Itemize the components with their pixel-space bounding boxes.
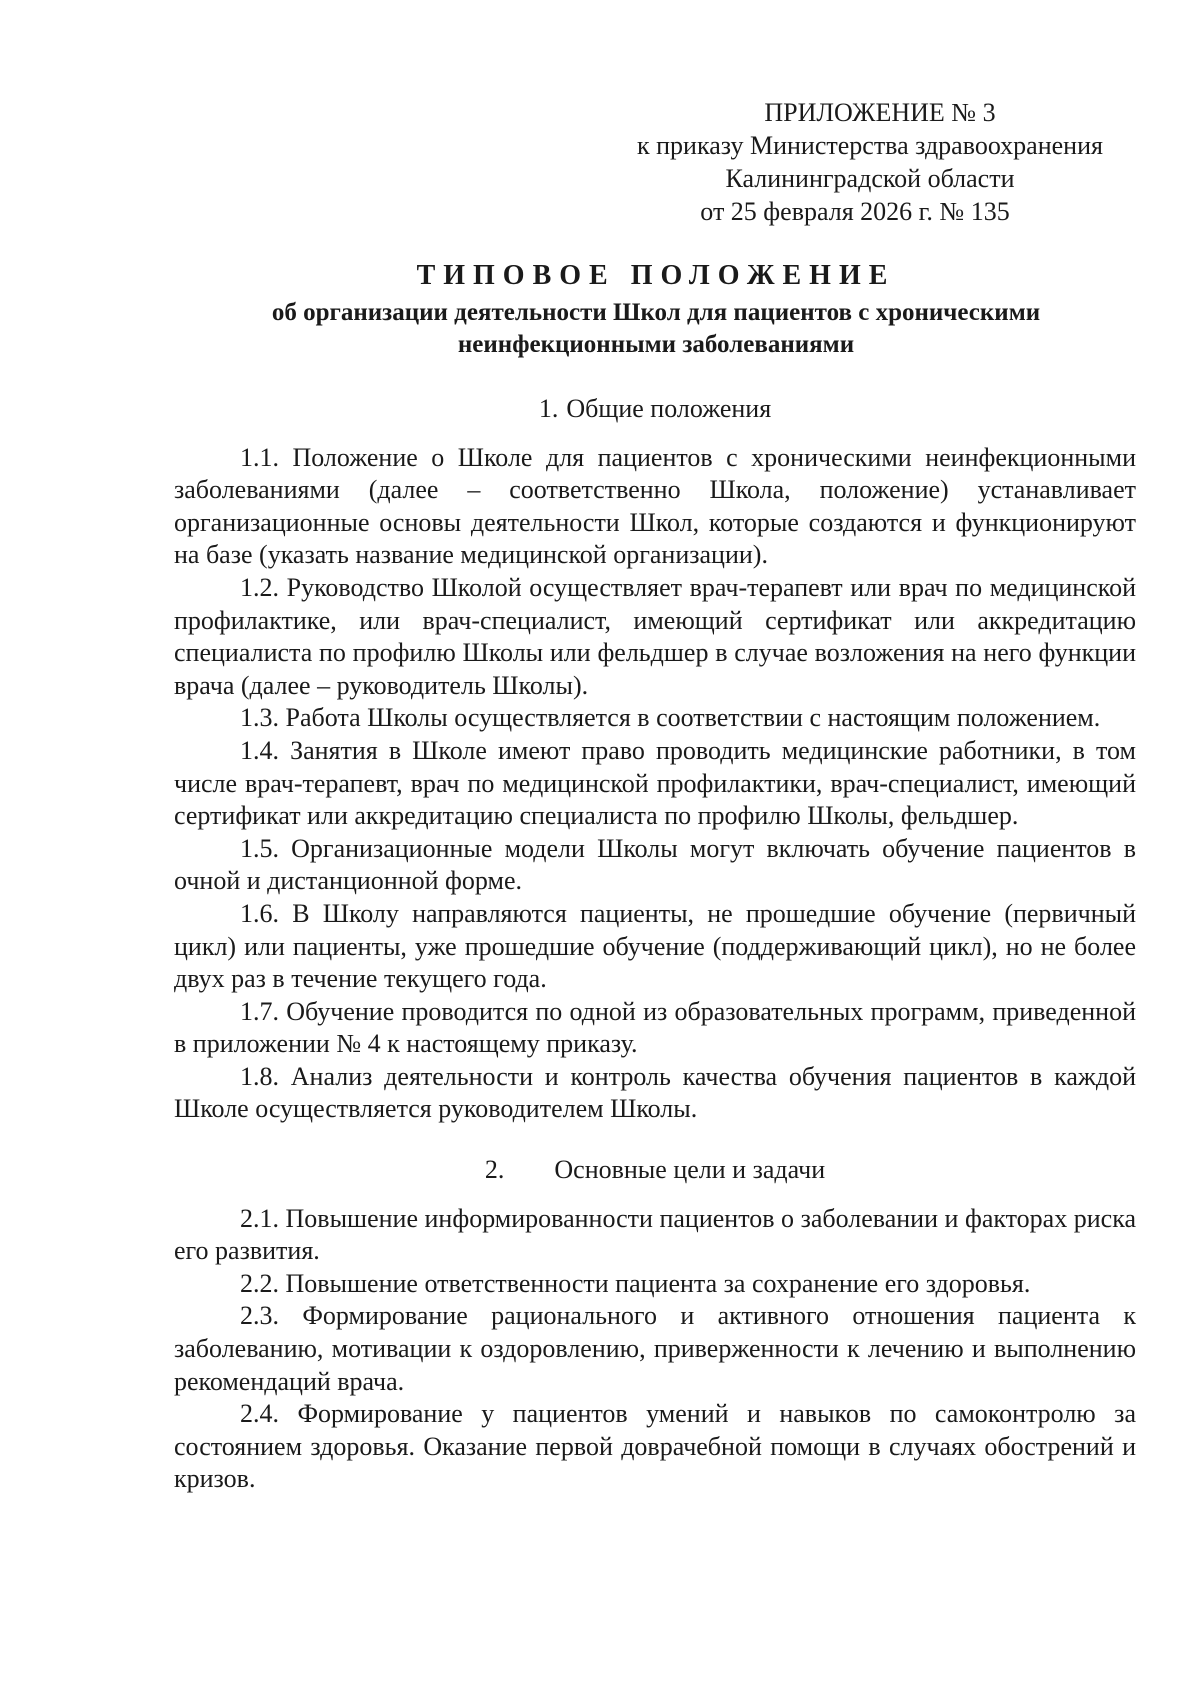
section-title: Общие положения — [566, 394, 772, 423]
paragraph: 1.1. Положение о Школе для пациентов с хроническими неинфекционными заболеваниями (далее – соответственно Школа, положение) устанавливает организационные основы деятельности Школ, которые создаются и функционируют на базе (указать название медицинской организации). — [174, 442, 1136, 570]
paragraph: 1.3. Работа Школы осуществляется в соответствии с настоящим положением. — [240, 703, 1101, 733]
section-heading — [174, 393, 1136, 426]
appendix-header — [600, 96, 1140, 228]
paragraph: 2.1. Повышение информированности пациентов о заболевании и факторах риска его развития. — [174, 1203, 1136, 1266]
document-subtitle — [176, 297, 1136, 361]
paragraph: 1.2. Руководство Школой осуществляет врач-терапевт или врач по медицинской профилактике, или врач-специалист, имеющий сертификат или аккредитацию специалиста по профилю Школы или фельдшер в случае возложения на него функции врача (далее – руководитель Школы). — [174, 572, 1136, 700]
paragraph: 1.8. Анализ деятельности и контроль качества обучения пациентов в каждой Школе осуществляется руководителем Школы. — [174, 1061, 1136, 1124]
paragraph: 2.3. Формирование рационального и активного отношения пациента к заболеванию, мотивации к оздоровлению, приверженности к лечению и выполнению рекомендаций врача. — [174, 1301, 1136, 1396]
paragraph: 1.5. Организационные модели Школы могут включать обучение пациентов в очной и дистанционной форме. — [174, 833, 1136, 896]
paragraph: 1.6. В Школу направляются пациенты, не прошедшие обучение (первичный цикл) или пациенты, уже прошедшие обучение (поддерживающий цикл), но не более двух раз в течение текущего года. — [174, 898, 1136, 994]
document-subtitle-line: неинфекционными заболеваниями — [457, 331, 855, 358]
section-title: Основные цели и задачи — [554, 1155, 826, 1185]
section-number: 1. — [538, 394, 559, 423]
appendix-number: ПРИЛОЖЕНИЕ № 3 — [764, 98, 996, 127]
section-number: 2. — [484, 1155, 505, 1185]
document-title: ТИПОВОЕ ПОЛОЖЕНИЕ — [416, 260, 896, 291]
document-title-block — [176, 259, 1136, 361]
paragraph: 1.4. Занятия в Школе имеют право проводить медицинские работники, в том числе врач-терапевт, врач по медицинской профилактики, врач-специалист, имеющий сертификат или аккредитацию специалиста по профилю Школы, фельдшер. — [174, 735, 1136, 831]
appendix-region: Калининградской области — [725, 164, 1015, 193]
document-body — [174, 393, 1136, 1496]
appendix-order-ref: к приказу Министерства здравоохранения — [637, 131, 1103, 160]
paragraph: 1.7. Обучение проводится по одной из образовательных программ, приведенной в приложении № 4 к настоящему приказу. — [174, 996, 1136, 1059]
section-heading — [174, 1154, 1136, 1187]
paragraph: 2.2. Повышение ответственности пациента за сохранение его здоровья. — [240, 1268, 1031, 1298]
appendix-date: от 25 февраля 2026 г. № 135 — [700, 197, 1010, 226]
paragraph: 2.4. Формирование у пациентов умений и навыков по самоконтролю за состоянием здоровья. Оказание первой доврачебной помощи в случаях обострений и кризов. — [174, 1399, 1136, 1494]
document-subtitle-line: об организации деятельности Школ для пациентов с хроническими — [271, 299, 1041, 326]
